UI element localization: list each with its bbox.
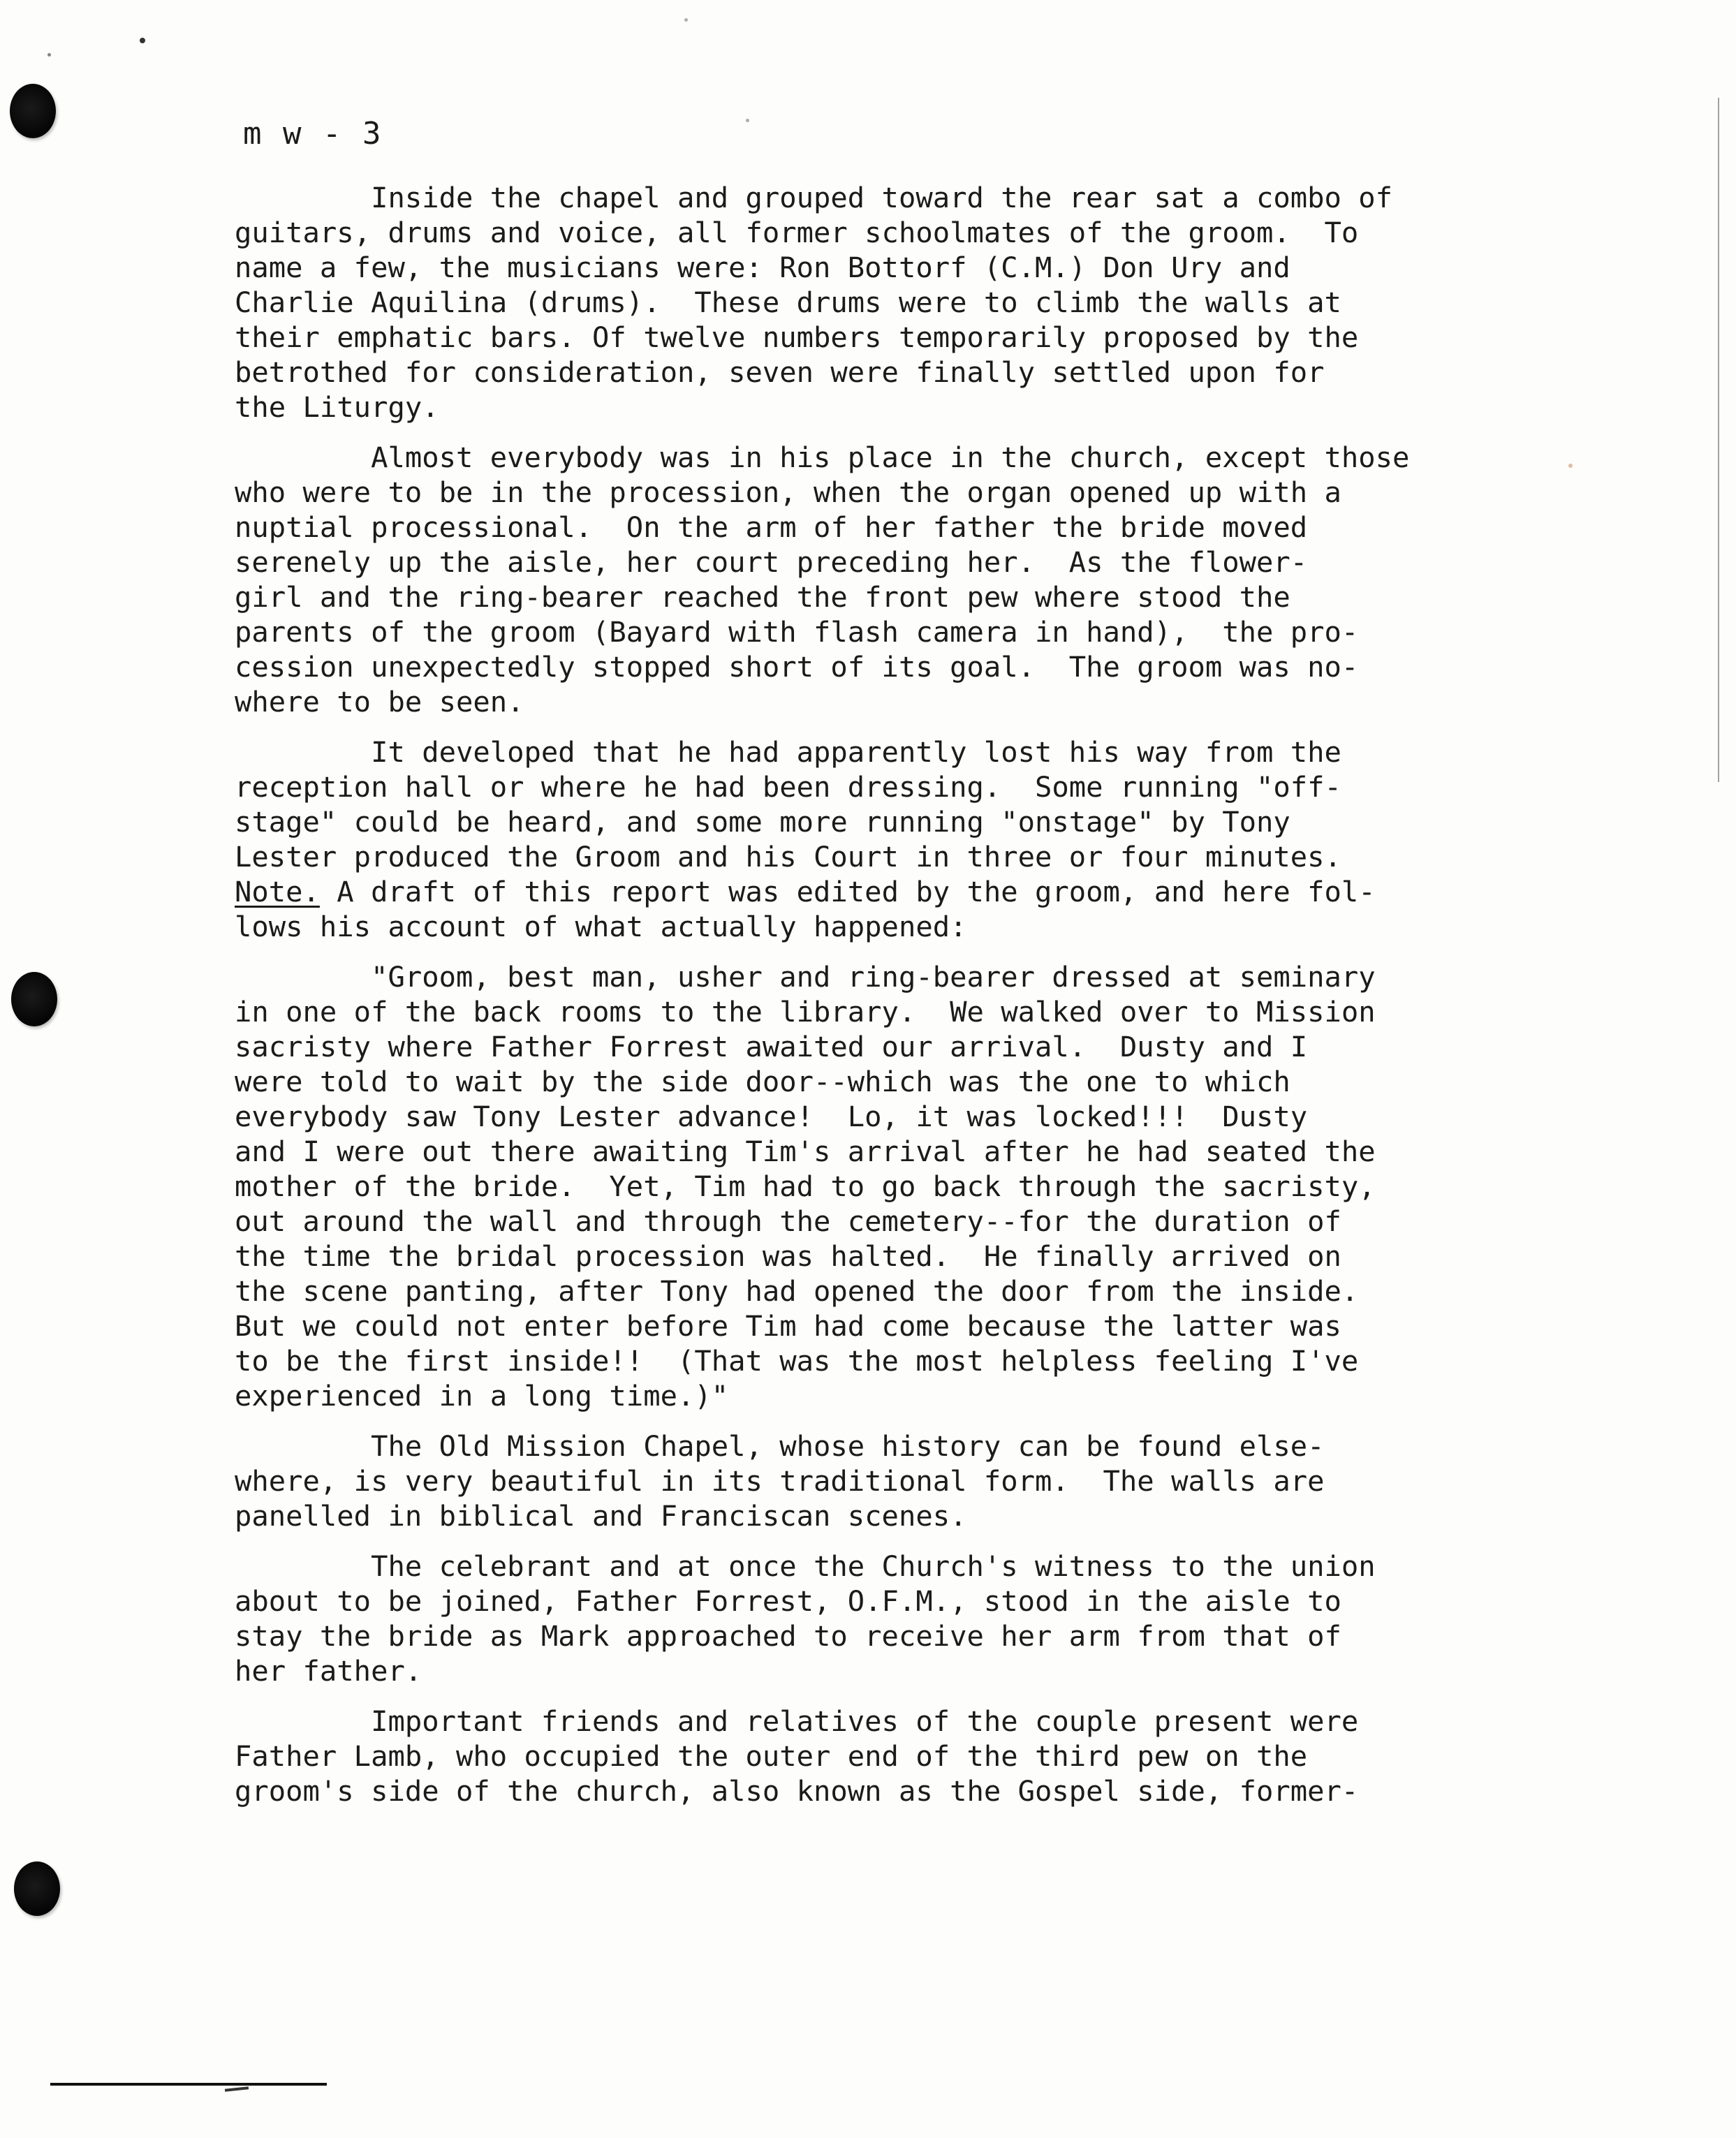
text-line: where to be seen. [235,685,524,718]
text-line: about to be joined, Father Forrest, O.F.M., stood in the aisle to [235,1584,1341,1618]
text-line: the scene panting, after Tony had opened the door from the inside. [235,1274,1359,1308]
text-line: It developed that he had apparently lost his way from the [235,735,1341,769]
text-line: experienced in a long time.)" [235,1379,729,1413]
paper-speck [684,18,688,22]
text-line: mother of the bride. Yet, Tim had to go back through the sacristy, [235,1170,1376,1203]
text-line: to be the first inside!! (That was the most helpless feeling I've [235,1344,1359,1378]
punch-hole-top [10,84,56,138]
text-line: stay the bride as Mark approached to receive her arm from that of [235,1619,1341,1653]
text-line: "Groom, best man, usher and ring-bearer dressed at seminary [235,960,1376,994]
paragraph-friends [235,1704,1506,1808]
text-line: reception hall or where he had been dressing. Some running "off- [235,770,1341,804]
paragraph-celebrant [235,1549,1506,1688]
page-code: m w - 3 [243,116,383,152]
text-line: Charlie Aquilina (drums). These drums were to climb the walls at [235,286,1341,319]
text-line: the time the bridal procession was halted. He finally arrived on [235,1239,1341,1273]
note-text: A draft of this report was edited by the groom, and here fol- [319,875,1376,908]
text-line: name a few, the musicians were: Ron Bottorf (C.M.) Don Ury and [235,251,1290,284]
paragraph-procession [235,440,1506,719]
text-line: out around the wall and through the cemetery--for the duration of [235,1204,1341,1238]
text-line: Father Lamb, who occupied the outer end of the third pew on the [235,1739,1308,1773]
text-line: nuptial processional. On the arm of her father the bride moved [235,510,1308,544]
document-body [235,180,1506,1824]
text-line: guitars, drums and voice, all former schoolmates of the groom. To [235,216,1359,249]
text-line: girl and the ring-bearer reached the front pew where stood the [235,580,1290,614]
paragraph-groom-account [235,959,1506,1413]
text-line: betrothed for consideration, seven were finally settled upon for [235,355,1325,389]
text-line: The celebrant and at once the Church's witness to the union [235,1549,1376,1583]
paper-edge-shadow [1718,98,1719,782]
text-line: were told to wait by the side door--which was the one to which [235,1065,1290,1098]
paper-speck [47,53,51,57]
paragraph-combo [235,180,1506,425]
text-line: where, is very beautiful in its traditional form. The walls are [235,1464,1325,1498]
paper-speck [746,119,749,122]
bottom-rule-mark [225,2086,249,2092]
punch-hole-bottom [14,1861,60,1916]
paragraph-old-mission [235,1429,1506,1533]
text-line: But we could not enter before Tim had come because the latter was [235,1309,1341,1343]
text-line: Almost everybody was in his place in the church, except those [235,441,1410,474]
text-line: sacristy where Father Forrest awaited our arrival. Dusty and I [235,1030,1308,1063]
text-line: parents of the groom (Bayard with flash camera in hand), the pro- [235,615,1359,649]
note-label: Note. [235,875,320,908]
note-line [235,874,1506,909]
text-line: panelled in biblical and Franciscan scenes. [235,1499,967,1533]
text-line: lows his account of what actually happened: [235,910,967,943]
text-line: their emphatic bars. Of twelve numbers temporarily proposed by the [235,320,1359,354]
text-line: the Liturgy. [235,390,439,424]
text-line: and I were out there awaiting Tim's arrival after he had seated the [235,1135,1376,1168]
text-line: everybody saw Tony Lester advance! Lo, it was locked!!! Dusty [235,1100,1308,1133]
text-line: who were to be in the procession, when the organ opened up with a [235,475,1341,509]
text-line: stage" could be heard, and some more running "onstage" by Tony [235,805,1290,839]
text-line: The Old Mission Chapel, whose history can be found else- [235,1429,1325,1463]
punch-hole-middle [11,972,57,1026]
text-line: groom's side of the church, also known as the Gospel side, former- [235,1774,1359,1808]
paragraph-lost-groom [235,735,1506,944]
text-line: serenely up the aisle, her court preceding her. As the flower- [235,545,1308,579]
paper-speck [1568,464,1573,468]
text-line: Important friends and relatives of the couple present were [235,1704,1359,1738]
text-line: her father. [235,1654,422,1688]
text-line: in one of the back rooms to the library. We walked over to Mission [235,995,1376,1029]
text-line: Inside the chapel and grouped toward the rear sat a combo of [235,181,1393,214]
text-line: Lester produced the Groom and his Court in three or four minutes. [235,840,1341,873]
bottom-rule [50,2083,327,2086]
text-line: cession unexpectedly stopped short of its goal. The groom was no- [235,650,1359,684]
paper-speck [140,38,145,43]
